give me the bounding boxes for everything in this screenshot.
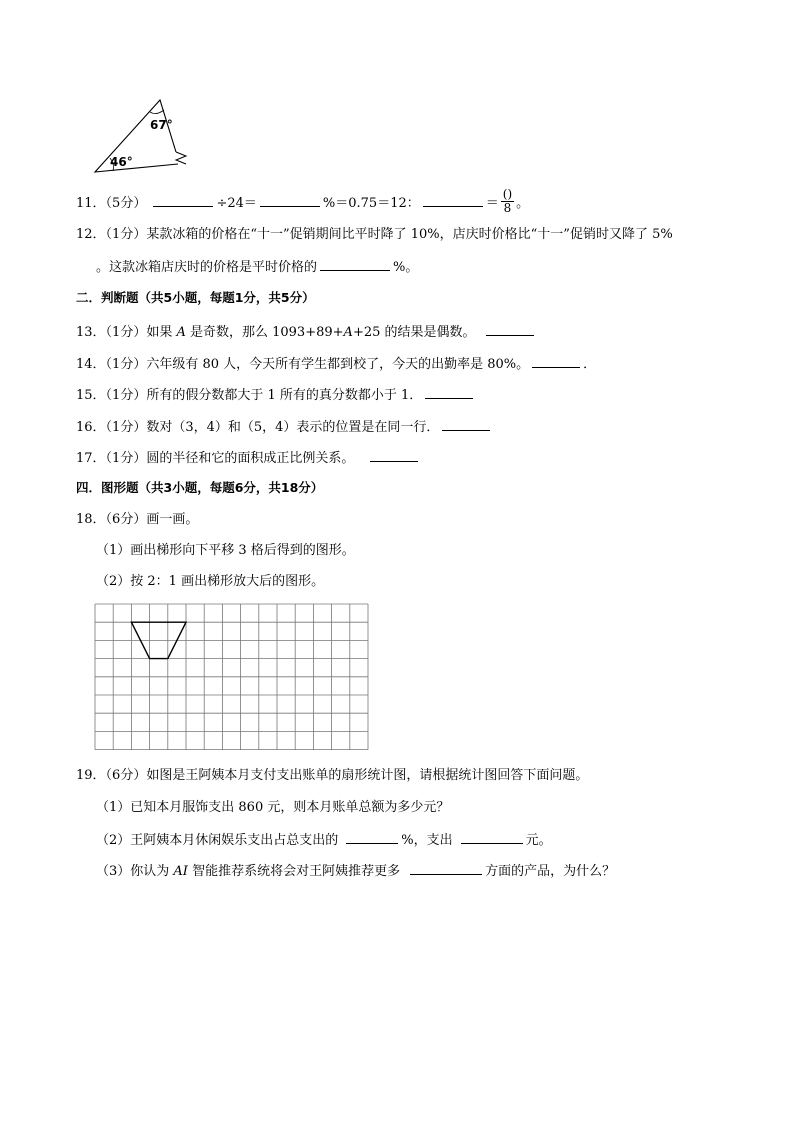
answer-blank[interactable] bbox=[461, 830, 523, 844]
triangle-figure bbox=[90, 96, 200, 176]
question-18-sub2: （2）按 2：1 画出梯形放大后的图形。 bbox=[96, 574, 325, 589]
question-13: 13．（1分）如果 A 是奇数，那么 1093+89+A+25 的结果是偶数。 bbox=[76, 322, 537, 342]
answer-blank[interactable] bbox=[260, 193, 320, 207]
break-mark bbox=[176, 152, 186, 164]
answer-blank[interactable] bbox=[370, 448, 418, 462]
answer-blank[interactable] bbox=[320, 257, 390, 271]
question-14: 14．（1分）六年级有 80 人，今天所有学生都到校了，今天的出勤率是 80%。 ． bbox=[76, 354, 596, 374]
answer-blank[interactable] bbox=[425, 385, 473, 399]
fraction: $\frac{()}{8}$ bbox=[502, 187, 513, 215]
question-18: 18．（6分）画一画。 bbox=[76, 512, 199, 527]
answer-blank[interactable] bbox=[346, 830, 398, 844]
triangle-edges bbox=[95, 100, 178, 172]
angle-label-left: 46° bbox=[110, 155, 133, 169]
question-18-sub1: （1）画出梯形向下平移 3 格后得到的图形。 bbox=[96, 543, 355, 558]
angle-arc-top bbox=[150, 110, 164, 114]
section-heading: 四．图形题（共3小题，每题6分，共18分） bbox=[76, 480, 324, 495]
question-19-sub3: （3）你认为 AI 智能推荐系统将会对王阿姨推荐更多 方面的产品，为什么？ bbox=[96, 861, 615, 881]
question-19-sub2: （2）王阿姨本月休闲娱乐支出占总支出的 %，支出 元。 bbox=[96, 830, 552, 850]
answer-blank[interactable] bbox=[423, 193, 483, 207]
answer-blank[interactable] bbox=[486, 322, 534, 336]
question-19-sub1: （1）已知本月服饰支出 860 元，则本月账单总额为多少元？ bbox=[96, 800, 450, 815]
question-12-line2: 。这款冰箱店庆时的价格是平时价格的 %。 bbox=[96, 257, 418, 277]
answer-blank[interactable] bbox=[532, 354, 580, 368]
question-11: 11．（5分） ÷24＝ %＝0.75＝12： ＝ $\frac{()}{8}$ 。 bbox=[76, 187, 530, 215]
angle-label-top: 67° bbox=[150, 118, 173, 132]
answer-blank[interactable] bbox=[442, 417, 490, 431]
drawing-grid[interactable] bbox=[94, 603, 370, 751]
question-15: 15．（1分）所有的假分数都大于 1 所有的真分数都小于 1． bbox=[76, 385, 476, 405]
question-16: 16．（1分）数对（3，4）和（5，4）表示的位置是在同一行． bbox=[76, 417, 493, 437]
answer-blank[interactable] bbox=[153, 193, 213, 207]
question-12: 12．（1分）某款冰箱的价格在“十一”促销期间比平时降了 10%，店庆时价格比“十一”促销时又降了 5% bbox=[76, 227, 673, 242]
question-17: 17．（1分）圆的半径和它的面积成正比例关系。 bbox=[76, 448, 421, 468]
section-heading: 二．判断题（共5小题，每题1分，共5分） bbox=[76, 290, 315, 305]
question-19: 19．（6分）如图是王阿姨本月支付支出账单的扇形统计图，请根据统计图回答下面问题。 bbox=[76, 768, 589, 783]
answer-blank[interactable] bbox=[410, 861, 482, 875]
